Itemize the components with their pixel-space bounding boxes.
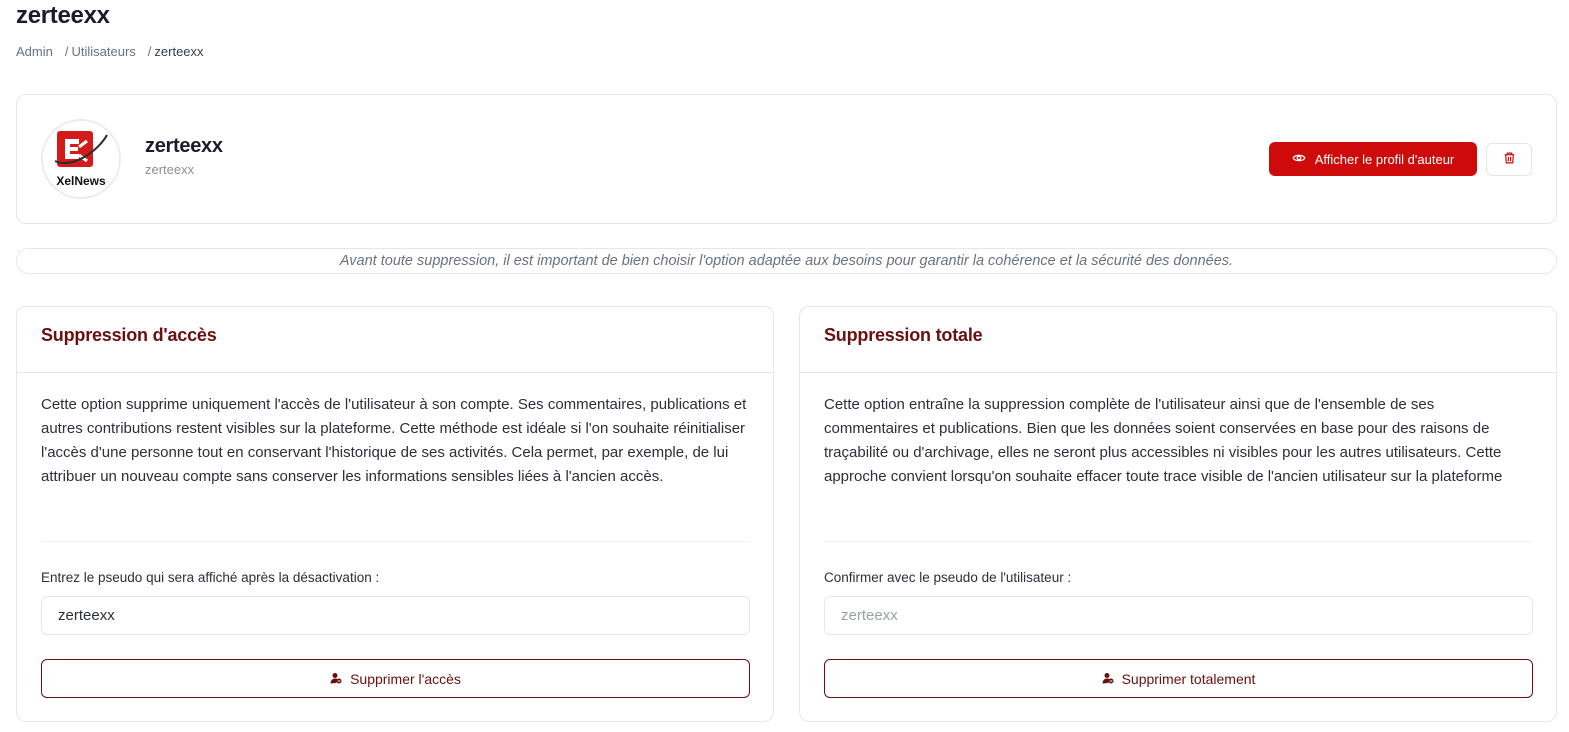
access-removal-card bbox=[16, 306, 774, 722]
total-removal-description: Cette option entraîne la suppression complète de l'utilisateur ainsi que de l'ensemble de ses commentaires et publications. Bien que les données soient conservées en base pour des raisons de traçabilité ou d'archivage, elles ne seront plus accessibles ni visibles pour les autres utilisateurs. Cette approche convient lorsqu'on souhaite effacer toute trace visible de l'ancien utilisateur sur la plateforme bbox=[824, 396, 1503, 485]
profile-card bbox=[16, 94, 1557, 224]
page-title: zerteexx bbox=[16, 2, 110, 29]
breadcrumb bbox=[16, 44, 216, 59]
divider bbox=[824, 541, 1532, 542]
divider bbox=[41, 541, 749, 542]
avatar bbox=[41, 119, 121, 199]
new-pseudo-input[interactable] bbox=[41, 596, 750, 635]
access-removal-title: Suppression d'accès bbox=[41, 325, 217, 345]
trash-icon bbox=[1503, 151, 1516, 168]
eye-icon bbox=[1292, 151, 1306, 168]
view-author-profile-label: Afficher le profil d'auteur bbox=[1314, 151, 1455, 167]
breadcrumb-separator: / bbox=[147, 44, 152, 59]
user-remove-icon bbox=[1102, 671, 1114, 687]
remove-totally-button[interactable] bbox=[824, 659, 1533, 698]
deletion-notice: Avant toute suppression, il est important de bien choisir l'option adaptée aux besoins pour garantir la cohérence et la sécurité des données. bbox=[16, 248, 1557, 274]
breadcrumb-separator: / bbox=[64, 44, 69, 59]
xelnews-logo bbox=[43, 121, 119, 197]
delete-user-button[interactable] bbox=[1486, 143, 1532, 176]
breadcrumb-current: zerteexx bbox=[154, 44, 204, 59]
breadcrumb-admin[interactable]: Admin bbox=[16, 44, 53, 59]
profile-username: zerteexx bbox=[145, 162, 195, 177]
total-removal-card bbox=[799, 306, 1557, 722]
confirm-pseudo-label: Confirmer avec le pseudo de l'utilisateur : bbox=[824, 570, 1072, 585]
breadcrumb-users[interactable]: Utilisateurs bbox=[71, 44, 136, 59]
access-removal-description: Cette option supprime uniquement l'accès de l'utilisateur à son compte. Ses commentaires, publications et autres contributions restent visibles sur la plateforme. Cette méthode est idéale si l'on souhaite réinitialiser l'accès d'une personne tout en conservant l'historique de ses activités. Cela permet, par exemple, de lui attribuer un nouveau compte sans conserver les informations sensibles liées à l'ancien accès. bbox=[41, 396, 747, 485]
remove-access-button[interactable] bbox=[41, 659, 750, 698]
card-header bbox=[800, 307, 1556, 373]
remove-access-label: Supprimer l'accès bbox=[350, 670, 461, 687]
card-header bbox=[17, 307, 773, 373]
new-pseudo-label: Entrez le pseudo qui sera affiché après la désactivation : bbox=[41, 570, 380, 585]
total-removal-title: Suppression totale bbox=[824, 325, 983, 345]
user-remove-icon bbox=[330, 671, 342, 687]
view-author-profile-button[interactable] bbox=[1269, 142, 1477, 176]
confirm-pseudo-input[interactable] bbox=[824, 596, 1533, 635]
svg-text:XelNews: XelNews bbox=[56, 174, 106, 188]
remove-totally-label: Supprimer totalement bbox=[1121, 670, 1256, 687]
profile-name: zerteexx bbox=[145, 135, 223, 157]
